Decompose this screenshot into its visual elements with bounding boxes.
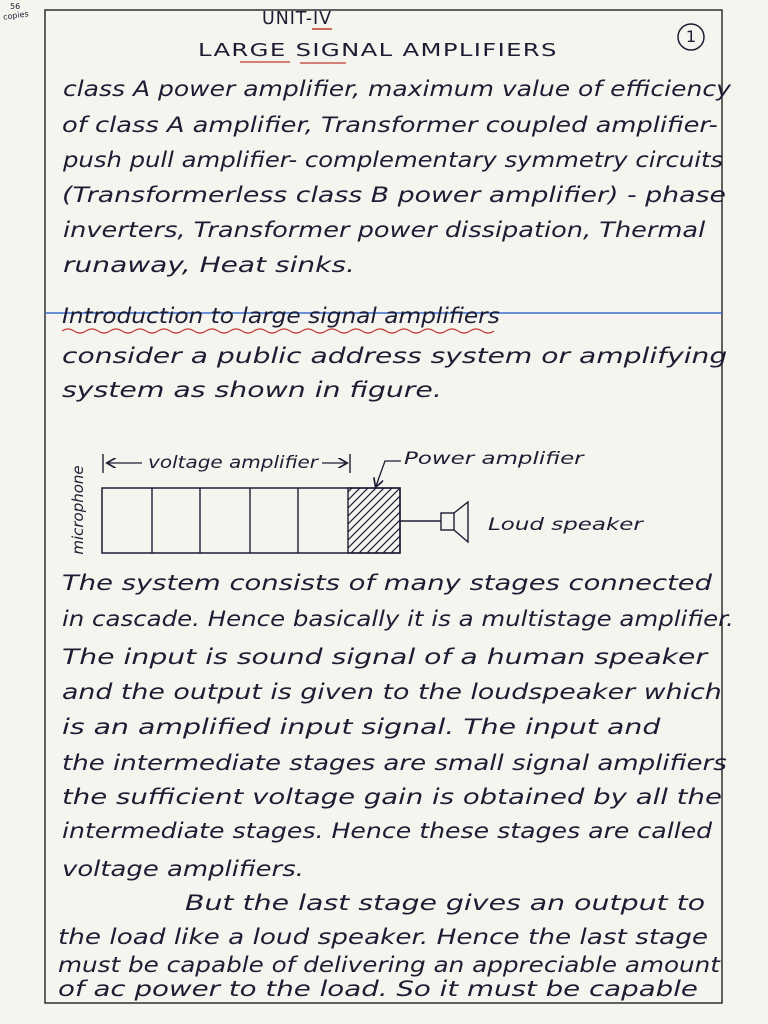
syllabus-line — [63, 217, 705, 243]
margin-note-count: 56 — [10, 2, 21, 11]
body-line — [62, 570, 712, 596]
power-amplifier-label — [404, 448, 590, 474]
body-line-text: the sufficient voltage gain is obtained by all the — [62, 785, 722, 809]
body-line-text: The system consists of many stages connected — [62, 571, 713, 595]
section-heading — [62, 303, 500, 329]
body-line — [62, 644, 707, 670]
section-heading-text: Introduction to large signal amplifiers — [62, 304, 500, 328]
body-line-text: is an amplified input signal. The input and — [62, 715, 661, 739]
body-line — [62, 784, 722, 810]
syllabus-line-text: runaway, Heat sinks. — [63, 253, 355, 277]
page-title — [198, 38, 560, 64]
body-line-text: in cascade. Hence basically it is a multistage amplifier. — [62, 607, 734, 631]
continued-line-text: of ac power to the load. So it must be capable — [58, 977, 698, 1001]
syllabus-line-text: of class A amplifier, Transformer coupled amplifier- — [62, 113, 718, 137]
syllabus-line-text: class A power amplifier, maximum value of efficiency — [63, 77, 731, 101]
voltage-amplifier-label-text: voltage amplifier — [148, 453, 319, 473]
body-line-text: and the output is given to the loudspeaker which — [62, 680, 722, 704]
body-line-text: the intermediate stages are small signal amplifiers — [62, 751, 727, 775]
loudspeaker-cone — [454, 502, 468, 542]
continued-line — [58, 924, 708, 950]
body-line — [62, 606, 734, 632]
unit-heading-text: UNIT-IV — [262, 8, 333, 29]
unit-heading — [262, 6, 332, 32]
intro-line-text: system as shown in figure. — [62, 378, 442, 402]
loudspeaker-icon — [441, 502, 468, 542]
voltage-amplifier-label — [148, 452, 318, 478]
body-line — [62, 750, 727, 776]
body-line-text: intermediate stages. Hence these stages are called — [62, 819, 713, 843]
margin-note-label: copies — [2, 9, 30, 22]
loudspeaker-label — [488, 514, 650, 540]
body-line — [62, 856, 304, 882]
syllabus-line-text: push pull amplifier- complementary symmetry circuits — [63, 148, 724, 172]
syllabus-line — [62, 182, 726, 208]
syllabus-line — [62, 112, 718, 138]
syllabus-line — [63, 252, 355, 278]
body-line-text: The input is sound signal of a human speaker — [62, 645, 708, 669]
continued-line — [185, 890, 710, 916]
body-line — [62, 714, 690, 740]
page-title-text: LARGE SIGNAL AMPLIFIERS — [198, 40, 558, 61]
continued-line — [58, 976, 698, 1002]
continued-line — [58, 952, 720, 978]
loudspeaker-label-text: Loud speaker — [488, 515, 643, 535]
amplifier-chain — [102, 488, 400, 553]
heading-wavy-underline — [62, 329, 494, 333]
page-number: 1 — [685, 27, 697, 46]
body-line-text: voltage amplifiers. — [62, 857, 304, 881]
syllabus-line-text: inverters, Transformer power dissipation, Thermal — [63, 218, 706, 242]
power-amplifier-pointer — [376, 461, 401, 486]
syllabus-line-text: (Transformerless class B power amplifier) - phase — [62, 183, 726, 207]
intro-line-text: consider a public address system or amplifying — [62, 344, 728, 368]
power-amplifier-stage-hatched — [348, 488, 400, 553]
loudspeaker-magnet — [441, 513, 454, 530]
continued-line-text: must be capable of delivering an appreciable amount — [58, 953, 720, 977]
syllabus-line — [63, 76, 731, 102]
amplifier-chain-outline — [102, 488, 400, 553]
continued-line-text: But the last stage gives an output to — [185, 891, 706, 915]
intro-line — [62, 377, 442, 403]
microphone-label: microphone — [69, 465, 87, 555]
intro-line — [62, 343, 727, 369]
body-line — [62, 679, 722, 705]
power-amplifier-label-text: Power amplifier — [404, 449, 584, 469]
syllabus-line — [63, 147, 723, 173]
continued-line-text: the load like a loud speaker. Hence the last stage — [58, 925, 709, 949]
body-line — [62, 818, 712, 844]
